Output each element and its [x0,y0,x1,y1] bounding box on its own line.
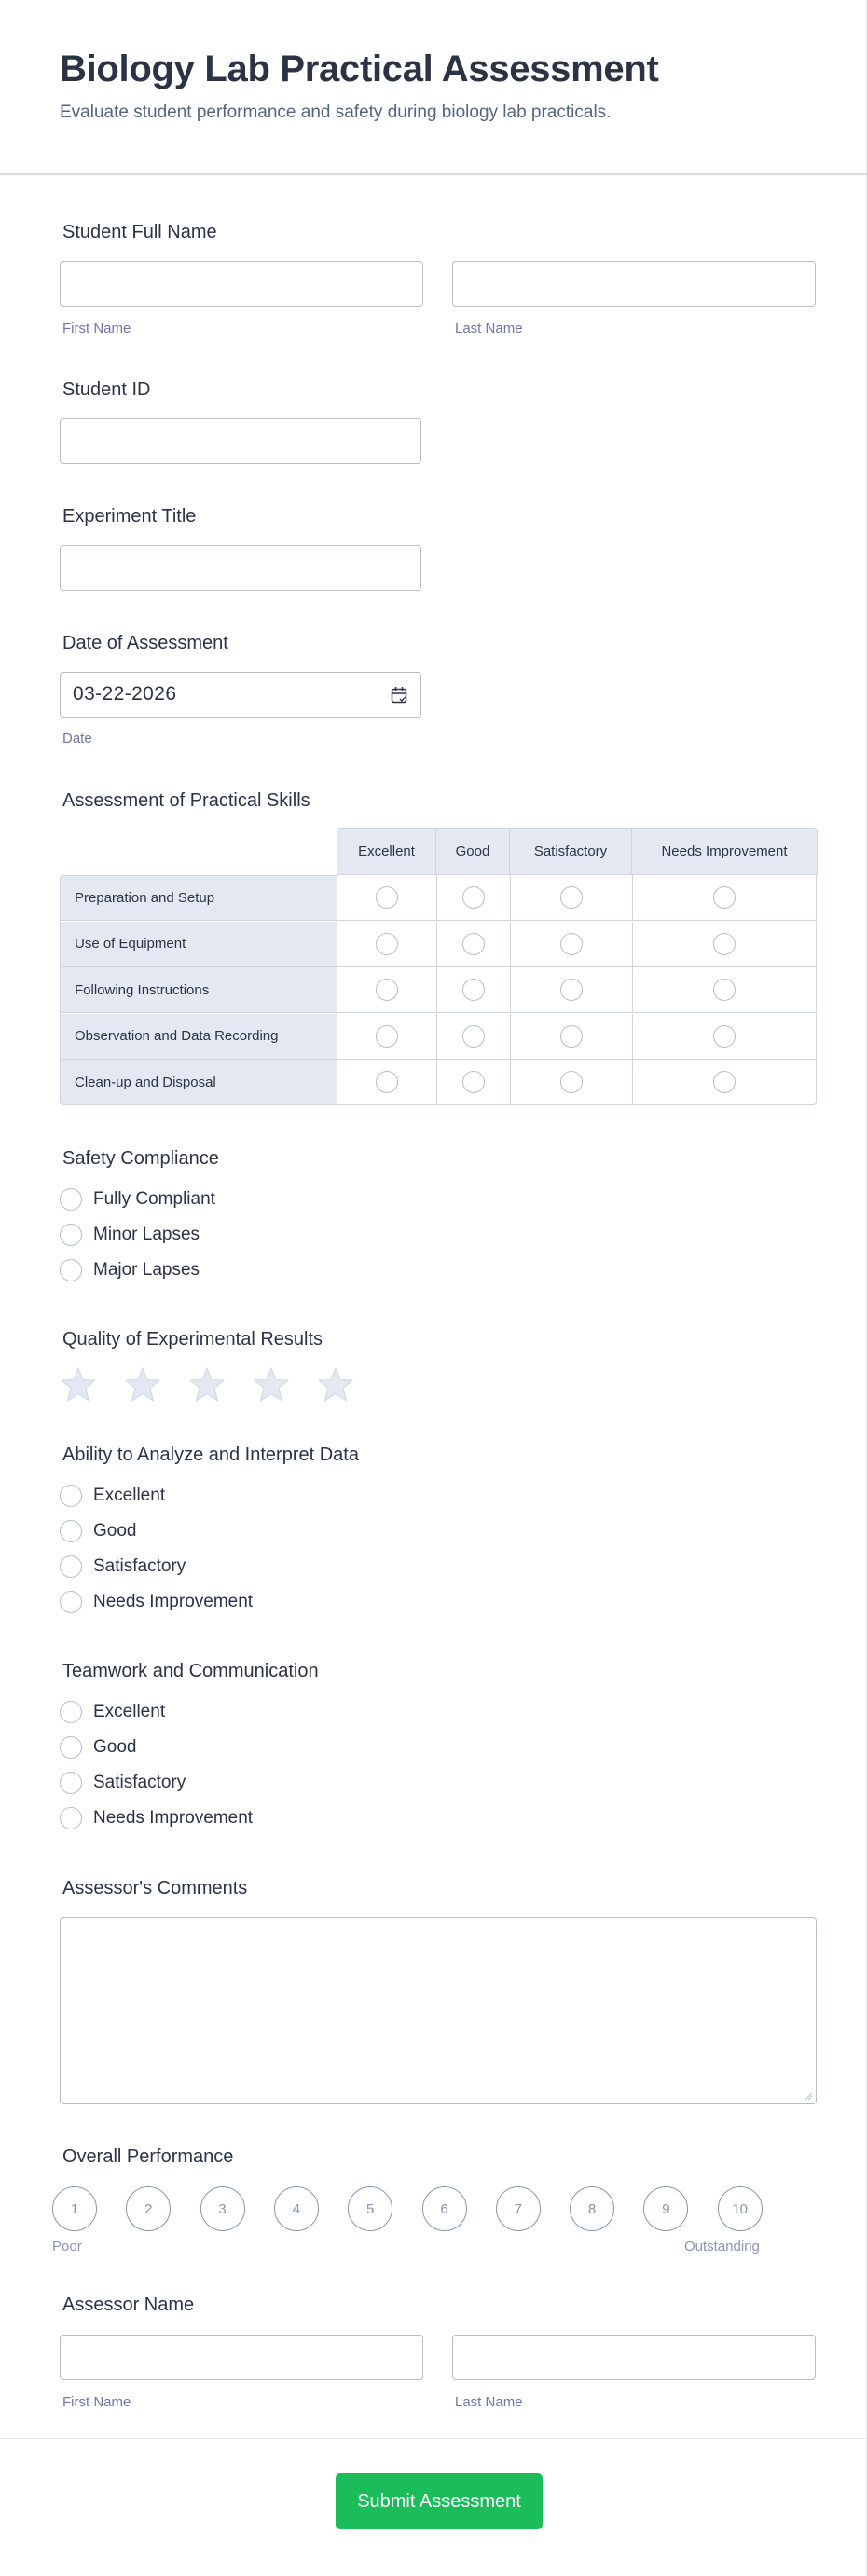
safety-label: Safety Compliance [62,1148,219,1169]
analysis-radio[interactable] [60,1555,82,1578]
analysis-options [60,1478,253,1620]
submit-button[interactable]: Submit Assessment [336,2473,543,2529]
matrix-cell [510,922,632,967]
analysis-option-label: Satisfactory [93,1556,186,1576]
matrix-cell [510,967,632,1013]
teamwork-option[interactable] [60,1694,253,1730]
student-first-name-sublabel: First Name [62,321,131,336]
scale-option[interactable]: 8 [570,2186,614,2231]
assessor-last-name-sublabel: Last Name [455,2394,523,2410]
scale-option[interactable]: 1 [52,2186,97,2231]
teamwork-option[interactable] [60,1765,253,1801]
form-header [0,0,867,175]
scale-option[interactable]: 9 [643,2186,688,2231]
matrix-cell [632,922,817,967]
matrix-radio-needs-improvement[interactable] [713,979,736,1001]
date-input[interactable] [60,672,421,718]
matrix-radio-satisfactory[interactable] [560,886,583,909]
date-value: 03-22-2026 [73,683,177,705]
assessor-first-name-input[interactable] [60,2335,423,2380]
assessor-first-name-sublabel: First Name [62,2394,131,2410]
assessor-last-name-input[interactable] [452,2335,816,2380]
star-icon[interactable] [253,1366,290,1404]
safety-radio[interactable] [60,1224,82,1246]
matrix-row-label: Preparation and Setup [60,875,337,921]
teamwork-option[interactable] [60,1730,253,1765]
matrix-cell [337,922,436,967]
scale-option[interactable]: 10 [718,2186,763,2231]
matrix-radio-good[interactable] [462,933,485,955]
teamwork-radio[interactable] [60,1772,82,1794]
teamwork-option-label: Excellent [93,1702,166,1721]
teamwork-radio[interactable] [60,1807,82,1829]
teamwork-radio[interactable] [60,1701,82,1723]
matrix-cell [436,875,510,921]
teamwork-options [60,1694,253,1836]
scale-option[interactable]: 5 [348,2186,392,2231]
student-first-name-input[interactable] [60,261,423,307]
matrix-cell [436,967,510,1013]
student-last-name-input[interactable] [452,261,816,307]
experiment-title-label: Experiment Title [62,506,197,527]
comments-textarea[interactable] [60,1917,817,2104]
star-icon[interactable] [60,1366,97,1404]
scale-min-label: Poor [52,2239,82,2254]
matrix-cell [337,875,436,921]
matrix-radio-satisfactory[interactable] [560,933,583,955]
safety-option[interactable] [60,1182,215,1217]
analysis-radio[interactable] [60,1520,82,1542]
analysis-option-label: Needs Improvement [93,1592,254,1611]
student-name-label: Student Full Name [62,222,217,242]
teamwork-option-label: Good [93,1737,137,1757]
matrix-column-header: Excellent [337,828,436,875]
analysis-option[interactable] [60,1584,253,1620]
matrix-cell [510,875,632,921]
matrix-radio-needs-improvement[interactable] [713,1071,736,1093]
scale-option[interactable]: 6 [422,2186,467,2231]
teamwork-option[interactable] [60,1801,253,1836]
matrix-cell [510,1014,632,1060]
date-label: Date of Assessment [62,633,228,653]
matrix-radio-satisfactory[interactable] [560,1025,583,1048]
matrix-cell [436,1014,510,1060]
matrix-radio-excellent[interactable] [376,979,398,1001]
scale-option[interactable]: 7 [496,2186,541,2231]
matrix-radio-excellent[interactable] [376,933,398,955]
calendar-icon[interactable] [391,686,407,705]
analysis-option-label: Excellent [93,1486,166,1505]
matrix-radio-needs-improvement[interactable] [713,933,736,955]
star-icon[interactable] [124,1366,161,1404]
safety-option[interactable] [60,1253,215,1288]
matrix-row-label: Use of Equipment [60,922,337,967]
safety-option[interactable] [60,1217,215,1253]
page-title: Biology Lab Practical Assessment [60,48,659,89]
experiment-title-input[interactable] [60,545,421,591]
teamwork-radio[interactable] [60,1736,82,1759]
date-sublabel: Date [62,731,92,747]
safety-option-label: Major Lapses [93,1260,200,1280]
matrix-radio-excellent[interactable] [376,886,398,909]
resize-handle-icon[interactable] [804,2091,813,2101]
star-rating [60,1366,381,1404]
matrix-cell [436,922,510,967]
matrix-cell [337,1014,436,1060]
star-icon[interactable] [188,1366,226,1404]
matrix-radio-good[interactable] [462,886,485,909]
analysis-option-label: Good [93,1521,137,1541]
matrix-cell [632,1014,817,1060]
matrix-column-header: Needs Improvement [632,828,818,875]
matrix-cell [337,1060,436,1105]
teamwork-option-label: Satisfactory [93,1773,186,1792]
analysis-radio[interactable] [60,1591,82,1613]
matrix-row-label: Following Instructions [60,967,337,1013]
analysis-label: Ability to Analyze and Interpret Data [62,1445,359,1465]
matrix-radio-needs-improvement[interactable] [713,1025,736,1048]
teamwork-option-label: Needs Improvement [93,1808,254,1828]
matrix-row-label: Observation and Data Recording [60,1014,337,1060]
analysis-option[interactable] [60,1514,253,1549]
matrix-cell [337,967,436,1013]
scale-option[interactable]: 3 [200,2186,245,2231]
analysis-option[interactable] [60,1478,253,1514]
scale-option[interactable]: 4 [274,2186,319,2231]
overall-label: Overall Performance [62,2146,234,2167]
matrix-radio-good[interactable] [462,1071,485,1093]
page-subtitle: Evaluate student performance and safety during biology lab practicals. [60,103,612,122]
matrix-radio-excellent[interactable] [376,1071,398,1093]
scale-option[interactable]: 2 [126,2186,171,2231]
safety-radio[interactable] [60,1188,82,1211]
safety-options [60,1182,215,1288]
matrix-cell [632,875,817,921]
matrix-radio-satisfactory[interactable] [560,1071,583,1093]
assessor-name-label: Assessor Name [62,2295,195,2315]
scale-max-label: Outstanding [684,2239,760,2254]
matrix-radio-satisfactory[interactable] [560,979,583,1001]
matrix-cell [632,1060,817,1105]
safety-option-label: Minor Lapses [93,1225,200,1244]
student-last-name-sublabel: Last Name [455,321,523,336]
matrix-column-header: Good [436,828,510,875]
star-icon[interactable] [317,1366,354,1404]
matrix-radio-excellent[interactable] [376,1025,398,1048]
teamwork-label: Teamwork and Communication [62,1661,319,1681]
student-id-label: Student ID [62,379,151,400]
matrix-cell [510,1060,632,1105]
safety-option-label: Fully Compliant [93,1189,215,1209]
analysis-radio[interactable] [60,1485,82,1507]
matrix-radio-needs-improvement[interactable] [713,886,736,909]
matrix-cell [632,967,817,1013]
analysis-option[interactable] [60,1549,253,1584]
matrix-cell [436,1060,510,1105]
matrix-row-label: Clean-up and Disposal [60,1060,337,1105]
skills-matrix-label: Assessment of Practical Skills [62,790,310,811]
student-id-input[interactable] [60,418,421,464]
matrix-column-header: Satisfactory [510,828,632,875]
safety-radio[interactable] [60,1259,82,1281]
quality-rating-label: Quality of Experimental Results [62,1329,323,1350]
matrix-radio-good[interactable] [462,1025,485,1048]
matrix-radio-good[interactable] [462,979,485,1001]
comments-label: Assessor's Comments [62,1878,248,1898]
footer-divider [0,2438,867,2439]
